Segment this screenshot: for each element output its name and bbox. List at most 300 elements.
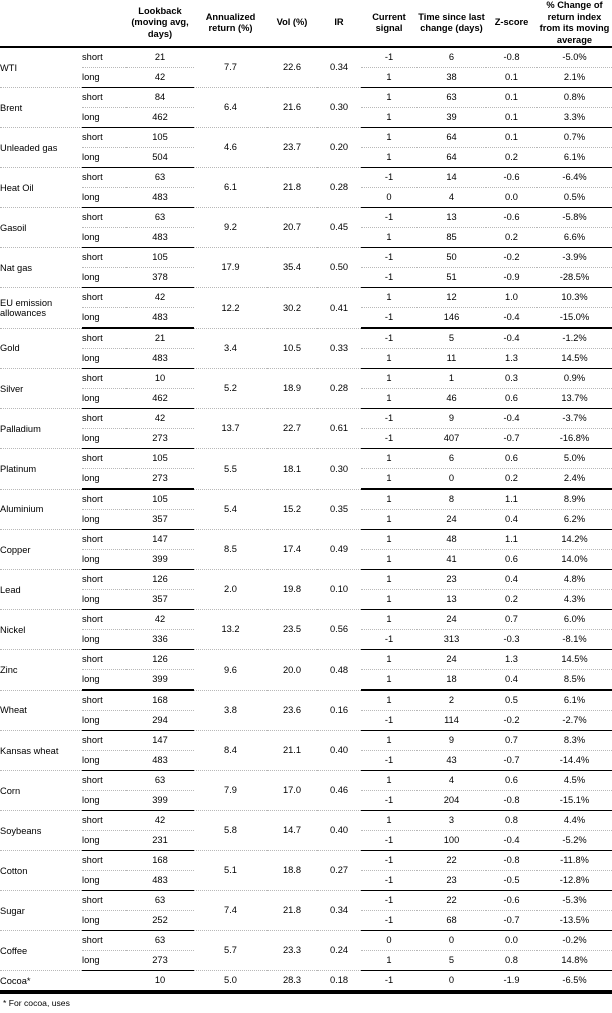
annualized-return-cell: 7.7 — [194, 47, 267, 88]
term-cell — [82, 971, 126, 992]
signal-cell: -1 — [361, 891, 417, 911]
lookback-cell: 105 — [126, 449, 194, 469]
vol-cell: 28.3 — [267, 971, 317, 992]
ir-cell: 0.35 — [317, 489, 361, 530]
lookback-cell: 21 — [126, 47, 194, 68]
signal-cell: -1 — [361, 791, 417, 811]
lookback-cell: 399 — [126, 791, 194, 811]
table-row — [0, 731, 612, 751]
pct-change-cell: -15.1% — [537, 791, 612, 811]
lookback-cell: 21 — [126, 328, 194, 349]
zscore-cell: -0.4 — [486, 831, 537, 851]
header-term — [82, 0, 126, 47]
annualized-return-cell: 5.7 — [194, 931, 267, 971]
zscore-cell: 0.1 — [486, 88, 537, 108]
term-cell: long — [82, 228, 126, 248]
row-label: Cocoa* — [0, 971, 82, 992]
lookback-cell: 483 — [126, 188, 194, 208]
lookback-cell: 252 — [126, 911, 194, 931]
lookback-cell: 483 — [126, 228, 194, 248]
zscore-cell: -0.4 — [486, 308, 537, 329]
row-label: Corn — [0, 771, 82, 811]
pct-change-cell: 0.8% — [537, 88, 612, 108]
pct-change-cell: -16.8% — [537, 429, 612, 449]
time-since-cell: 9 — [417, 731, 486, 751]
lookback-cell: 63 — [126, 771, 194, 791]
annualized-return-cell: 13.7 — [194, 409, 267, 449]
vol-cell: 17.0 — [267, 771, 317, 811]
pct-change-cell: 6.0% — [537, 610, 612, 630]
vol-cell: 18.9 — [267, 369, 317, 409]
signal-cell: 1 — [361, 670, 417, 691]
lookback-cell: 336 — [126, 630, 194, 650]
time-since-cell: 14 — [417, 168, 486, 188]
table-footnote: * For cocoa, uses — [0, 992, 612, 1008]
time-since-cell: 0 — [417, 469, 486, 490]
zscore-cell: -0.8 — [486, 791, 537, 811]
pct-change-cell: 6.1% — [537, 690, 612, 711]
pct-change-cell: 4.3% — [537, 590, 612, 610]
signal-cell: -1 — [361, 831, 417, 851]
term-cell: short — [82, 811, 126, 831]
row-label: Gold — [0, 328, 82, 369]
term-cell: short — [82, 208, 126, 228]
zscore-cell: -0.9 — [486, 268, 537, 288]
row-label: Coffee — [0, 931, 82, 971]
pct-change-cell: 2.1% — [537, 68, 612, 88]
annualized-return-cell: 5.5 — [194, 449, 267, 490]
pct-change-cell: 4.8% — [537, 570, 612, 590]
zscore-cell: -0.8 — [486, 851, 537, 871]
row-label: Zinc — [0, 650, 82, 691]
signal-cell: 1 — [361, 811, 417, 831]
term-cell: short — [82, 690, 126, 711]
signal-cell: -1 — [361, 851, 417, 871]
term-cell: short — [82, 610, 126, 630]
vol-cell: 10.5 — [267, 328, 317, 369]
zscore-cell: 0.1 — [486, 128, 537, 148]
row-label: Silver — [0, 369, 82, 409]
header-ir: IR — [334, 17, 344, 28]
zscore-cell: -0.6 — [486, 208, 537, 228]
lookback-cell: 462 — [126, 389, 194, 409]
time-since-cell: 12 — [417, 288, 486, 308]
ir-cell: 0.16 — [317, 690, 361, 731]
time-since-cell: 39 — [417, 108, 486, 128]
time-since-cell: 50 — [417, 248, 486, 268]
zscore-cell: 0.1 — [486, 68, 537, 88]
annualized-return-cell: 9.2 — [194, 208, 267, 248]
time-since-cell: 13 — [417, 208, 486, 228]
annualized-return-cell: 3.4 — [194, 328, 267, 369]
term-cell: long — [82, 831, 126, 851]
ir-cell: 0.61 — [317, 409, 361, 449]
vol-cell: 18.1 — [267, 449, 317, 490]
pct-change-cell: 14.5% — [537, 650, 612, 670]
ir-cell: 0.34 — [317, 891, 361, 931]
zscore-cell: -1.9 — [486, 971, 537, 992]
lookback-cell: 273 — [126, 429, 194, 449]
time-since-cell: 204 — [417, 791, 486, 811]
row-label: Cotton — [0, 851, 82, 891]
zscore-cell: 0.2 — [486, 590, 537, 610]
vol-cell: 20.7 — [267, 208, 317, 248]
ir-cell: 0.18 — [317, 971, 361, 992]
signal-cell: 1 — [361, 389, 417, 409]
table-row — [0, 369, 612, 389]
signal-cell: 1 — [361, 510, 417, 530]
term-cell: short — [82, 851, 126, 871]
time-since-cell: 4 — [417, 771, 486, 791]
time-since-cell: 85 — [417, 228, 486, 248]
zscore-cell: 0.2 — [486, 148, 537, 168]
vol-cell: 21.8 — [267, 168, 317, 208]
annualized-return-cell: 5.4 — [194, 489, 267, 530]
pct-change-cell: -8.1% — [537, 630, 612, 650]
annualized-return-cell: 5.1 — [194, 851, 267, 891]
annualized-return-cell: 5.2 — [194, 369, 267, 409]
term-cell: long — [82, 711, 126, 731]
signal-cell: 1 — [361, 731, 417, 751]
table-row — [0, 288, 612, 308]
time-since-cell: 23 — [417, 570, 486, 590]
zscore-cell: -0.6 — [486, 168, 537, 188]
annualized-return-cell: 7.4 — [194, 891, 267, 931]
signal-cell: 1 — [361, 88, 417, 108]
annualized-return-cell: 12.2 — [194, 288, 267, 329]
zscore-cell: -0.3 — [486, 630, 537, 650]
term-cell: short — [82, 288, 126, 308]
term-cell: long — [82, 188, 126, 208]
signal-cell: 1 — [361, 369, 417, 389]
annualized-return-cell: 13.2 — [194, 610, 267, 650]
term-cell: short — [82, 570, 126, 590]
lookback-cell: 168 — [126, 690, 194, 711]
lookback-cell: 273 — [126, 951, 194, 971]
time-since-cell: 9 — [417, 409, 486, 429]
pct-change-cell: 2.4% — [537, 469, 612, 490]
zscore-cell: 0.0 — [486, 931, 537, 951]
zscore-cell: 0.7 — [486, 610, 537, 630]
signal-cell: 1 — [361, 951, 417, 971]
zscore-cell: 0.3 — [486, 369, 537, 389]
lookback-cell: 168 — [126, 851, 194, 871]
table-row — [0, 570, 612, 590]
ir-cell: 0.34 — [317, 47, 361, 88]
signal-cell: -1 — [361, 328, 417, 349]
signal-cell: 1 — [361, 530, 417, 550]
ir-cell: 0.30 — [317, 449, 361, 490]
time-since-cell: 0 — [417, 971, 486, 992]
row-label: Copper — [0, 530, 82, 570]
zscore-cell: 0.6 — [486, 550, 537, 570]
time-since-cell: 6 — [417, 47, 486, 68]
table-row — [0, 88, 612, 108]
zscore-cell: -0.4 — [486, 328, 537, 349]
zscore-cell: -0.5 — [486, 871, 537, 891]
term-cell: long — [82, 308, 126, 329]
vol-cell: 21.6 — [267, 88, 317, 128]
lookback-cell: 399 — [126, 670, 194, 691]
lookback-cell: 63 — [126, 891, 194, 911]
signal-cell: -1 — [361, 268, 417, 288]
term-cell: short — [82, 409, 126, 429]
lookback-cell: 10 — [126, 369, 194, 389]
pct-change-cell: 14.0% — [537, 550, 612, 570]
signal-cell: -1 — [361, 47, 417, 68]
zscore-cell: 0.4 — [486, 570, 537, 590]
zscore-cell: -0.2 — [486, 248, 537, 268]
signal-cell: -1 — [361, 630, 417, 650]
ir-cell: 0.28 — [317, 369, 361, 409]
vol-cell: 14.7 — [267, 811, 317, 851]
term-cell: short — [82, 771, 126, 791]
term-cell: long — [82, 550, 126, 570]
vol-cell: 15.2 — [267, 489, 317, 530]
signal-cell: 1 — [361, 489, 417, 510]
zscore-cell: 0.7 — [486, 731, 537, 751]
table-row — [0, 328, 612, 349]
table-header — [0, 0, 612, 47]
signal-cell: 1 — [361, 449, 417, 469]
ir-cell: 0.40 — [317, 731, 361, 771]
term-cell: long — [82, 911, 126, 931]
signal-cell: 1 — [361, 690, 417, 711]
vol-cell: 35.4 — [267, 248, 317, 288]
term-cell: short — [82, 731, 126, 751]
term-cell: short — [82, 931, 126, 951]
ir-cell: 0.20 — [317, 128, 361, 168]
time-since-cell: 1 — [417, 369, 486, 389]
signal-cell: 1 — [361, 771, 417, 791]
vol-cell: 23.7 — [267, 128, 317, 168]
vol-cell: 21.8 — [267, 891, 317, 931]
lookback-cell: 273 — [126, 469, 194, 490]
row-label: Nat gas — [0, 248, 82, 288]
row-label: Aluminium — [0, 489, 82, 530]
time-since-cell: 0 — [417, 931, 486, 951]
lookback-cell: 42 — [126, 68, 194, 88]
pct-change-cell: -15.0% — [537, 308, 612, 329]
row-label: WTI — [0, 47, 82, 88]
term-cell: long — [82, 268, 126, 288]
pct-change-cell: -14.4% — [537, 751, 612, 771]
vol-cell: 23.5 — [267, 610, 317, 650]
term-cell: long — [82, 68, 126, 88]
lookback-cell: 105 — [126, 128, 194, 148]
term-cell: long — [82, 108, 126, 128]
zscore-cell: 1.3 — [486, 650, 537, 670]
table-row — [0, 650, 612, 670]
vol-cell: 20.0 — [267, 650, 317, 691]
lookback-cell: 483 — [126, 751, 194, 771]
signal-cell: 1 — [361, 469, 417, 490]
term-cell: short — [82, 88, 126, 108]
header-annualized-return: Annualized return (%) — [205, 11, 256, 34]
signal-cell: 1 — [361, 349, 417, 369]
time-since-cell: 5 — [417, 328, 486, 349]
zscore-cell: -0.6 — [486, 891, 537, 911]
signal-cell: -1 — [361, 208, 417, 228]
time-since-cell: 18 — [417, 670, 486, 691]
lookback-cell: 294 — [126, 711, 194, 731]
time-since-cell: 3 — [417, 811, 486, 831]
pct-change-cell: -28.5% — [537, 268, 612, 288]
pct-change-cell: 0.5% — [537, 188, 612, 208]
signal-cell: 0 — [361, 188, 417, 208]
pct-change-cell: -3.7% — [537, 409, 612, 429]
term-cell: short — [82, 168, 126, 188]
annualized-return-cell: 8.4 — [194, 731, 267, 771]
pct-change-cell: -5.2% — [537, 831, 612, 851]
pct-change-cell: 3.3% — [537, 108, 612, 128]
time-since-cell: 22 — [417, 851, 486, 871]
time-since-cell: 114 — [417, 711, 486, 731]
zscore-cell: -0.7 — [486, 911, 537, 931]
vol-cell: 23.3 — [267, 931, 317, 971]
lookback-cell: 105 — [126, 489, 194, 510]
term-cell: long — [82, 670, 126, 691]
zscore-cell: -0.2 — [486, 711, 537, 731]
signal-cell: 0 — [361, 931, 417, 951]
lookback-cell: 84 — [126, 88, 194, 108]
time-since-cell: 313 — [417, 630, 486, 650]
zscore-cell: -0.4 — [486, 409, 537, 429]
time-since-cell: 13 — [417, 590, 486, 610]
pct-change-cell: 8.3% — [537, 731, 612, 751]
lookback-cell: 483 — [126, 308, 194, 329]
term-cell: long — [82, 389, 126, 409]
time-since-cell: 11 — [417, 349, 486, 369]
zscore-cell: 1.0 — [486, 288, 537, 308]
annualized-return-cell: 2.0 — [194, 570, 267, 610]
table-row — [0, 208, 612, 228]
pct-change-cell: -3.9% — [537, 248, 612, 268]
term-cell: short — [82, 248, 126, 268]
table-row — [0, 489, 612, 510]
signal-cell: -1 — [361, 711, 417, 731]
table-row — [0, 47, 612, 68]
zscore-cell: 1.3 — [486, 349, 537, 369]
pct-change-cell: -5.3% — [537, 891, 612, 911]
time-since-cell: 63 — [417, 88, 486, 108]
zscore-cell: 0.8 — [486, 951, 537, 971]
pct-change-cell: -5.0% — [537, 47, 612, 68]
zscore-cell: 0.6 — [486, 449, 537, 469]
pct-change-cell: 8.5% — [537, 670, 612, 691]
pct-change-cell: 13.7% — [537, 389, 612, 409]
lookback-cell: 147 — [126, 530, 194, 550]
lookback-cell: 147 — [126, 731, 194, 751]
zscore-cell: 0.2 — [486, 469, 537, 490]
annualized-return-cell: 6.4 — [194, 88, 267, 128]
pct-change-cell: -6.5% — [537, 971, 612, 992]
signal-cell: 1 — [361, 550, 417, 570]
term-cell: short — [82, 449, 126, 469]
zscore-cell: -0.8 — [486, 47, 537, 68]
row-label: Heat Oil — [0, 168, 82, 208]
lookback-cell: 10 — [126, 971, 194, 992]
header-zscore: Z-score — [494, 17, 529, 28]
pct-change-cell: 6.1% — [537, 148, 612, 168]
signal-cell: 1 — [361, 610, 417, 630]
vol-cell: 21.1 — [267, 731, 317, 771]
term-cell: short — [82, 891, 126, 911]
time-since-cell: 22 — [417, 891, 486, 911]
signal-cell: -1 — [361, 429, 417, 449]
zscore-cell: 0.4 — [486, 670, 537, 691]
zscore-cell: 0.8 — [486, 811, 537, 831]
pct-change-cell: 4.5% — [537, 771, 612, 791]
annualized-return-cell: 7.9 — [194, 771, 267, 811]
annualized-return-cell: 17.9 — [194, 248, 267, 288]
lookback-cell: 462 — [126, 108, 194, 128]
vol-cell: 22.7 — [267, 409, 317, 449]
pct-change-cell: -5.8% — [537, 208, 612, 228]
zscore-cell: 1.1 — [486, 530, 537, 550]
term-cell: short — [82, 650, 126, 670]
table-body — [0, 47, 612, 991]
zscore-cell: -0.7 — [486, 751, 537, 771]
ir-cell: 0.30 — [317, 88, 361, 128]
pct-change-cell: -6.4% — [537, 168, 612, 188]
signal-cell: -1 — [361, 871, 417, 891]
header-vol: Vol (%) — [276, 17, 308, 28]
time-since-cell: 41 — [417, 550, 486, 570]
time-since-cell: 23 — [417, 871, 486, 891]
zscore-cell: 0.6 — [486, 389, 537, 409]
row-label: Nickel — [0, 610, 82, 650]
time-since-cell: 48 — [417, 530, 486, 550]
pct-change-cell: 0.7% — [537, 128, 612, 148]
pct-change-cell: -0.2% — [537, 931, 612, 951]
time-since-cell: 38 — [417, 68, 486, 88]
pct-change-cell: 0.9% — [537, 369, 612, 389]
pct-change-cell: 5.0% — [537, 449, 612, 469]
term-cell: short — [82, 328, 126, 349]
term-cell: short — [82, 369, 126, 389]
pct-change-cell: -1.2% — [537, 328, 612, 349]
table-row — [0, 248, 612, 268]
lookback-cell: 63 — [126, 208, 194, 228]
table-row — [0, 168, 612, 188]
row-label: Wheat — [0, 690, 82, 731]
table-row — [0, 530, 612, 550]
signal-cell: 1 — [361, 288, 417, 308]
time-since-cell: 64 — [417, 148, 486, 168]
lookback-cell: 483 — [126, 349, 194, 369]
row-label: Kansas wheat — [0, 731, 82, 771]
annualized-return-cell: 5.0 — [194, 971, 267, 992]
signal-cell: -1 — [361, 751, 417, 771]
pct-change-cell: 4.4% — [537, 811, 612, 831]
term-cell: short — [82, 530, 126, 550]
header-time-since-last-change: Time since last change (days) — [418, 11, 485, 34]
term-cell: long — [82, 510, 126, 530]
annualized-return-cell: 9.6 — [194, 650, 267, 691]
pct-change-cell: 6.2% — [537, 510, 612, 530]
table-row — [0, 851, 612, 871]
term-cell: long — [82, 871, 126, 891]
signal-cell: 1 — [361, 650, 417, 670]
table-row — [0, 931, 612, 951]
signal-cell: -1 — [361, 168, 417, 188]
header-lookback: Lookback (moving avg, days) — [131, 5, 189, 40]
vol-cell: 30.2 — [267, 288, 317, 329]
signal-cell: -1 — [361, 911, 417, 931]
time-since-cell: 8 — [417, 489, 486, 510]
time-since-cell: 51 — [417, 268, 486, 288]
